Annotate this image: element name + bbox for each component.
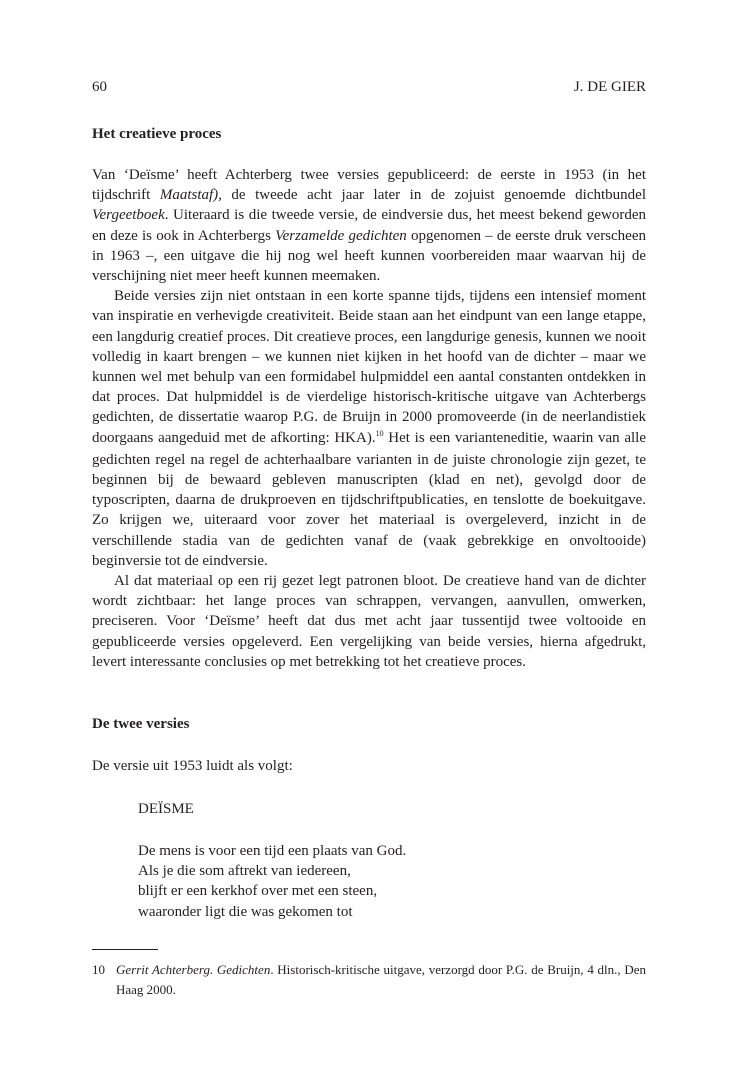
running-head: J. DE GIER xyxy=(573,79,646,95)
page-number: 60 xyxy=(92,79,107,95)
italic-verzamelde-gedichten: Verzamelde gedichten xyxy=(275,227,407,244)
poem-line: Als je die som aftrekt van iedereen, xyxy=(138,863,351,880)
poem-line: blijft er een kerkhof over met een steen, xyxy=(138,883,378,900)
section-heading-creative-process: Het creatieve proces xyxy=(92,126,222,142)
poem-title: DEÏSME xyxy=(138,801,194,817)
footnote-title: Gerrit Achterberg. Gedichten xyxy=(116,962,271,977)
footnote xyxy=(92,960,646,1000)
section-heading-two-versions: De twee versies xyxy=(92,716,190,732)
poem-line: waaronder ligt die was gekomen tot xyxy=(138,903,353,920)
paragraph-3: Al dat materiaal op een rij gezet legt patronen bloot. De creatieve hand van de dichter wordt zichtbaar: het lange proces van schrappen, vervangen, aanvullen, omwerken, preciseren. Voor ‘Deïsme’ heeft dat dus met acht jaar tussentijd twee voltooide en gepubliceerde versies opgeleverd. Een vergelijking van beide versies, hierna afgedrukt, levert interessante conclusies op met betrekking tot het creatieve proces. xyxy=(92,573,646,670)
paragraph-1: Van ‘Deïsme’ heeft Achterberg twee versies gepubliceerd: de eerste in 1953 (in het tijdschrift Maatstaf), de tweede acht jaar later in de zojuist genoemde dichtbundel Vergeetboek. Uiteraard is die tweede versie, de eindversie dus, het meest bekend geworden en deze is ook in Achterbergs Verzamelde gedichten opgenomen – de eerste druk verscheen in 1963 –, een uitgave die hij nog wel heeft kunnen voorbereiden maar waarvan hij de verschijning niet meer heeft kunnen meemaken. xyxy=(92,167,646,285)
italic-vergeetboek: Vergeetboek xyxy=(92,207,165,224)
section-body-creative-process xyxy=(92,165,646,672)
footnote-divider xyxy=(92,949,158,950)
page-header xyxy=(92,79,646,99)
poem-intro: De versie uit 1953 luidt als volgt: xyxy=(92,758,293,774)
footnote-reference[interactable]: 10 xyxy=(375,428,384,438)
footnote-number: 10 xyxy=(92,962,105,977)
footnote-text: Gerrit Achterberg. Gedichten. Historisch-kritische uitgave, verzorgd door P.G. de Bruijn, 4 dln., Den Haag 2000. xyxy=(116,962,647,997)
poem-line: De mens is voor een tijd een plaats van God. xyxy=(138,843,407,859)
paragraph-2: Beide versies zijn niet ontstaan in een korte spanne tijds, tijdens een intensief moment van inspiratie en verhevigde creativiteit. Beide staan aan het eindpunt van een lange etappe, een langdurig creatief proces. Dit creatieve proces, een langdurige genesis, kunnen we nooit volledig in kaart brengen – we kunnen niet kijken in het hoofd van de dichter – maar we kunnen wel met behulp van een formidabel hulpmiddel een aantal constanten ontdekken in dat proces. Dat hulpmiddel is de vierdelige historisch-kritische uitgave van Achterbergs gedichten, de dissertatie waarop P.G. de Bruijn in 2000 promoveerde (in de neerlandistiek doorgaans aangeduid met de afkorting: HKA).$^{10}$ Het is een varianteneditie, waarin van alle gedichten regel na regel de achterhaalbare varianten in de juiste chronologie zijn gezet, te beginnen bij de bewaard gebleven manuscripten (klad en net), gevolgd door de typoscripten, daarna de drukproeven en tijdschriftpublicaties, en tenslotte de boekuitgave. Zo krijgen we, uiteraard voor zover het materiaal is overgeleverd, inzicht in de verschillende stadia van de gedichten vanaf de (vaak gebrekkige en onvoltooide) beginversie tot de eindversie. xyxy=(92,288,647,569)
italic-maatstaf: Maatstaf), xyxy=(159,187,222,204)
poem xyxy=(138,841,406,922)
